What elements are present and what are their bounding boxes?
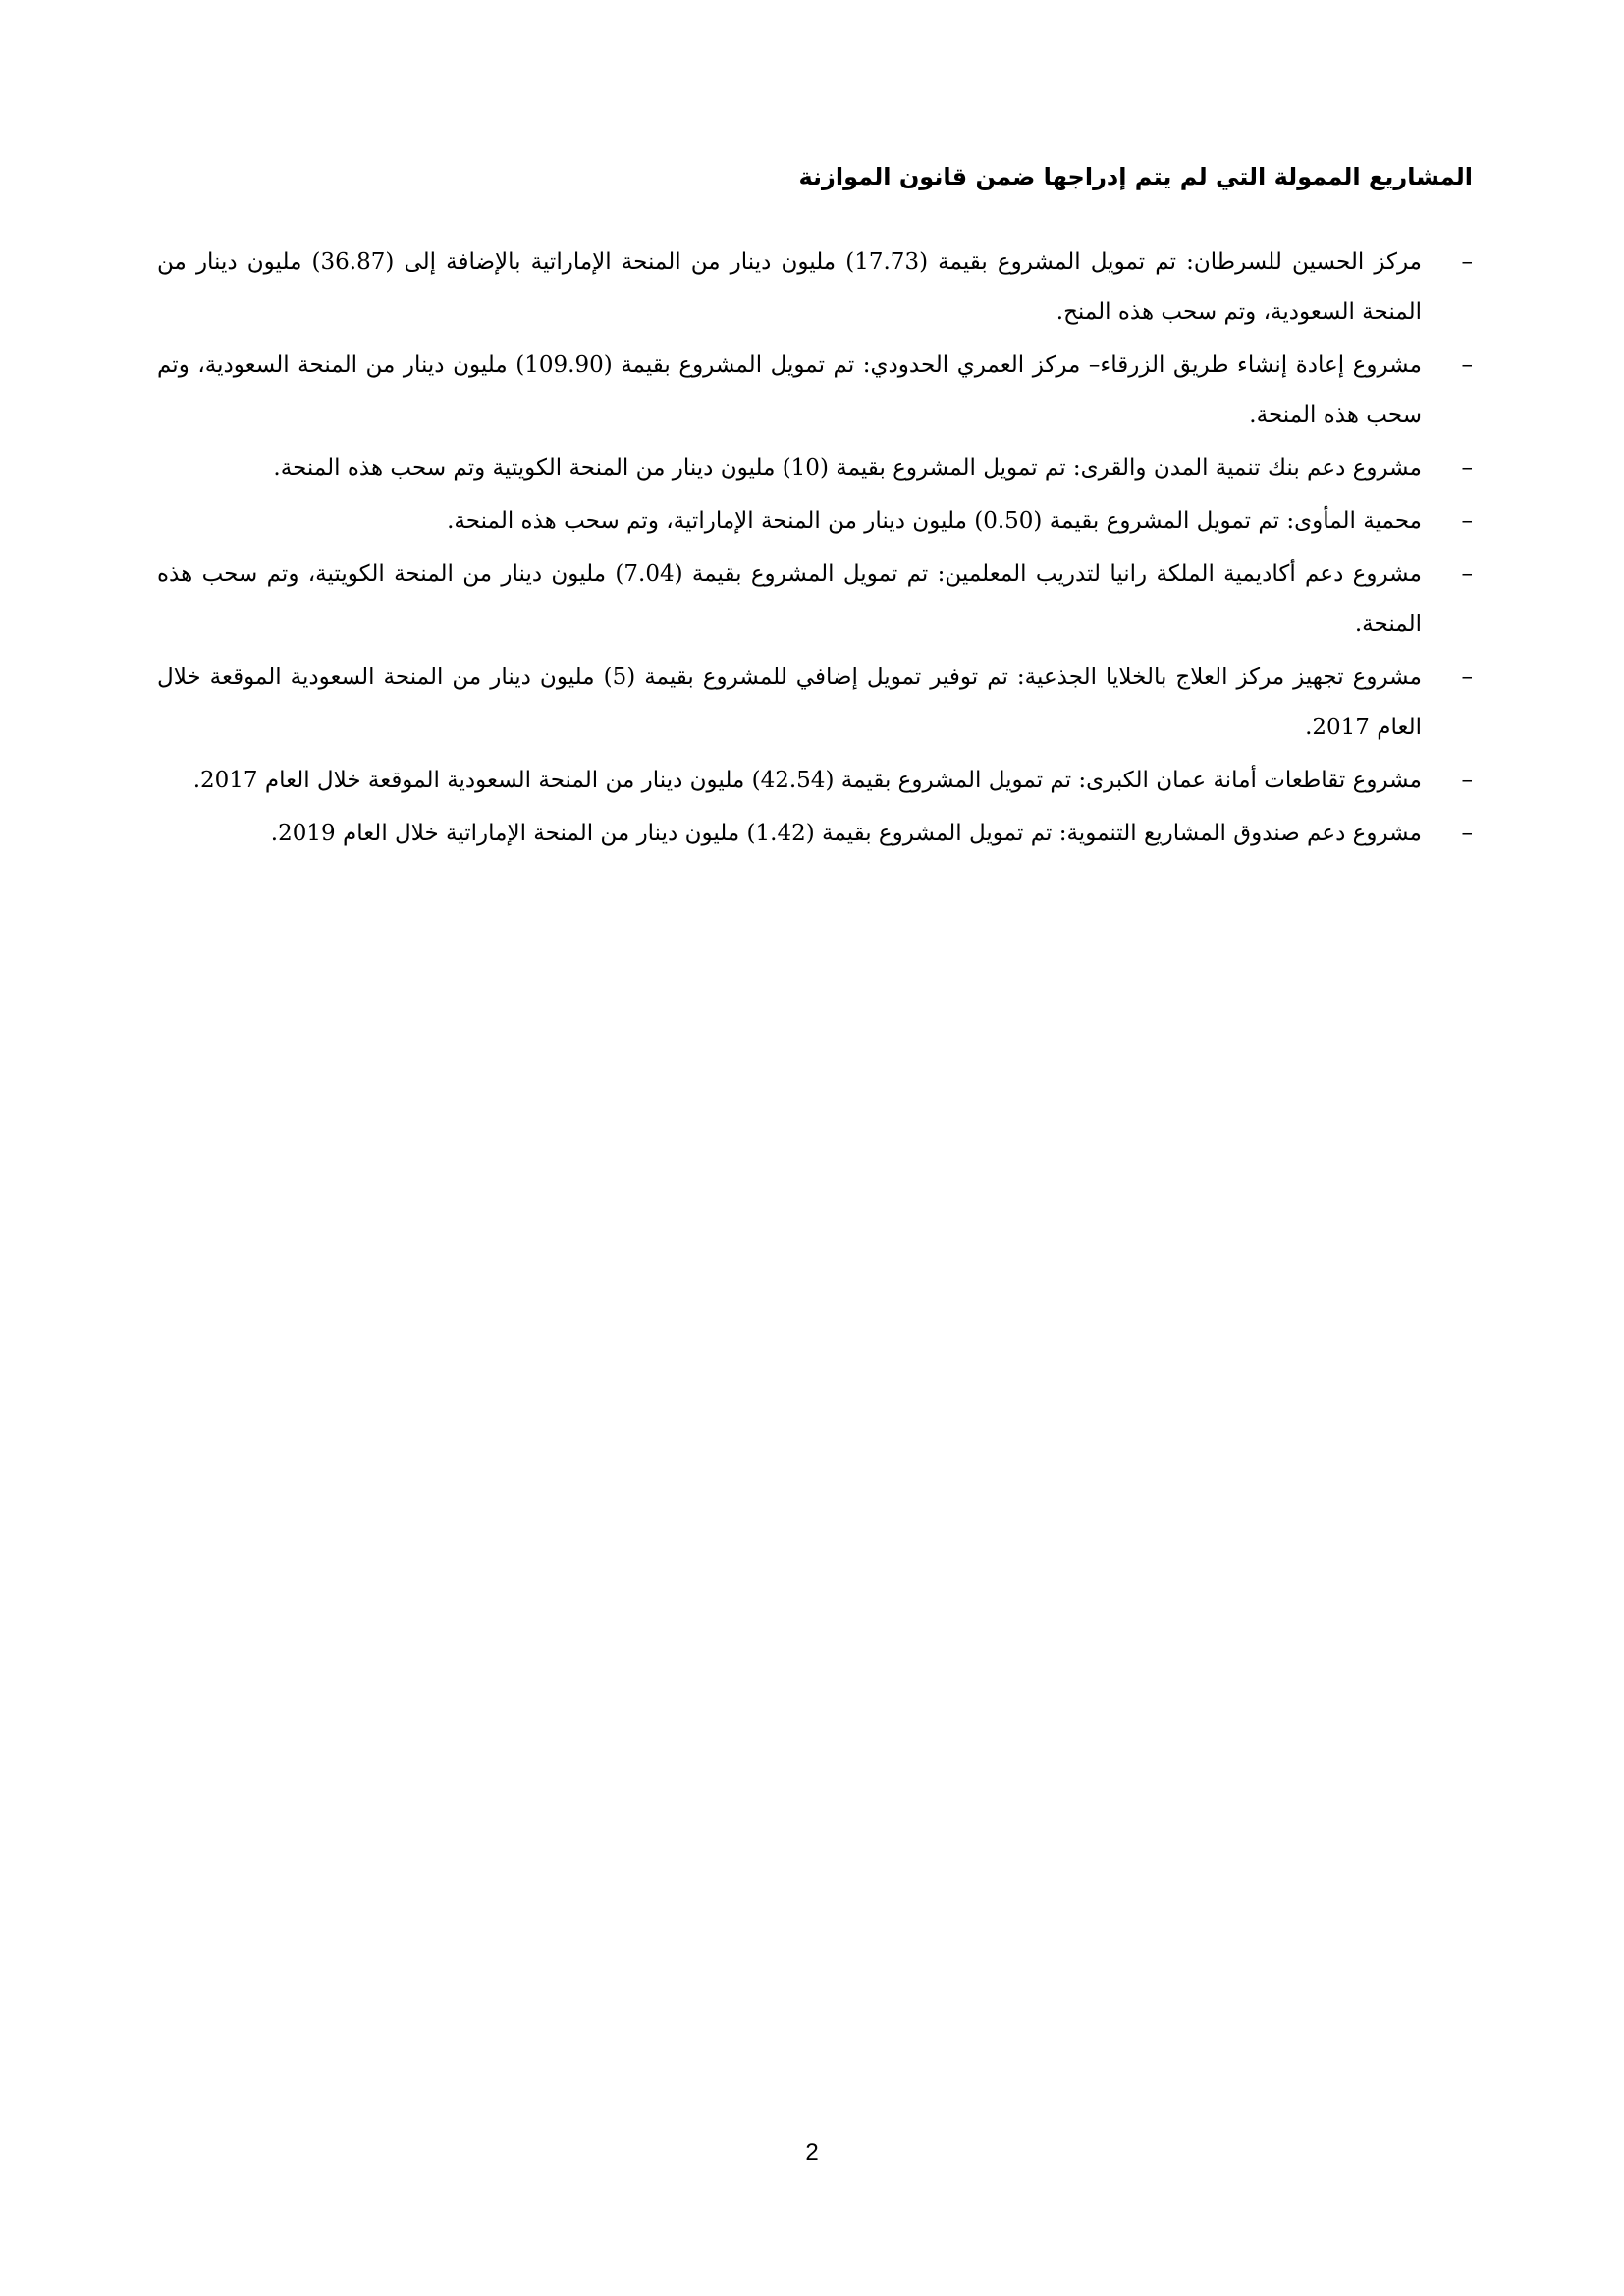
list-item-text: مشروع إعادة إنشاء طريق الزرقاء– مركز العمري الحدودي: تم تمويل المشروع بقيمة (109.90) مليون دينار من المنحة السعودية، وتم سحب هذه المنحة.	[157, 352, 1423, 428]
list-item	[157, 497, 1473, 547]
list-item-text: مشروع دعم أكاديمية الملكة رانيا لتدريب المعلمين: تم تمويل المشروع بقيمة (7.04) مليون دينار من المنحة الكويتية، وتم سحب هذه المنحة.	[157, 561, 1422, 637]
list-item-text: مركز الحسين للسرطان: تم تمويل المشروع بقيمة (17.73) مليون دينار من المنحة الإماراتية بالإضافة إلى (36.87) مليون دينار من المنحة السعودية، وتم سحب هذه المنح.	[157, 249, 1422, 325]
list-item	[157, 444, 1473, 494]
section-title: المشاريع الممولة التي لم يتم إدراجها ضمن قانون الموازنة	[798, 163, 1473, 190]
list-item-text: مشروع تجهيز مركز العلاج بالخلايا الجذعية: تم توفير تمويل إضافي للمشروع بقيمة (5) مليون دينار من المنحة السعودية الموقعة خلال العام 2017.	[157, 665, 1423, 740]
dash-bullet: –	[1461, 455, 1473, 481]
list-item	[157, 809, 1473, 859]
dash-bullet: –	[1461, 352, 1473, 378]
dash-bullet: –	[1461, 821, 1473, 846]
list-item-text: محمية المأوى: تم تمويل المشروع بقيمة (0.50) مليون دينار من المنحة الإماراتية، وتم سحب هذه المنحة.	[447, 508, 1422, 534]
projects-list	[157, 238, 1473, 859]
list-item-text: مشروع تقاطعات أمانة عمان الكبرى: تم تمويل المشروع بقيمة (42.54) مليون دينار من المنحة السعودية الموقعة خلال العام 2017.	[192, 768, 1422, 793]
list-item	[157, 756, 1473, 806]
list-item	[157, 550, 1473, 650]
list-item	[157, 238, 1473, 338]
list-item-text: مشروع دعم بنك تنمية المدن والقرى: تم تمويل المشروع بقيمة (10) مليون دينار من المنحة الكويتية وتم سحب هذه المنحة.	[273, 455, 1422, 481]
list-item-text: مشروع دعم صندوق المشاريع التنموية: تم تمويل المشروع بقيمة (1.42) مليون دينار من المنحة الإماراتية خلال العام 2019.	[270, 821, 1422, 846]
dash-bullet: –	[1461, 508, 1473, 534]
list-item	[157, 653, 1473, 753]
dash-bullet: –	[1461, 665, 1473, 690]
document-content	[157, 157, 1473, 862]
list-item	[157, 341, 1473, 441]
dash-bullet: –	[1461, 768, 1473, 793]
dash-bullet: –	[1461, 249, 1473, 275]
dash-bullet: –	[1461, 561, 1473, 587]
page-number: 2	[805, 2139, 819, 2165]
